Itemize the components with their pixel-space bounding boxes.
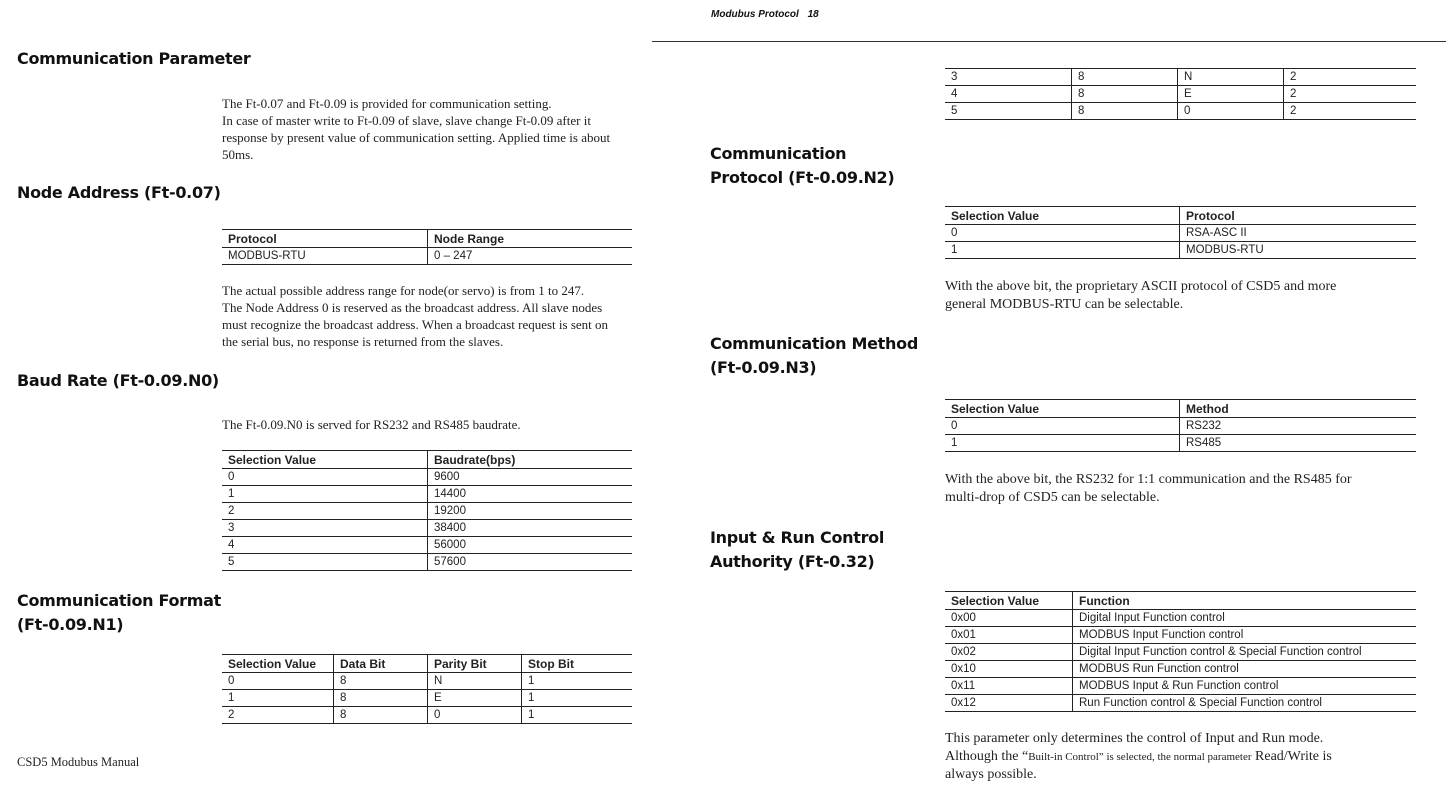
table-cell: 3 [945, 69, 1072, 86]
heading-line: (Ft-0.09.N1) [17, 615, 124, 634]
table-cell: 0 [945, 225, 1180, 242]
table-cell: 4 [222, 537, 428, 554]
table-cell: 3 [222, 520, 428, 537]
text-fragment: Although the “ [945, 749, 1029, 764]
node-address-text [222, 282, 632, 350]
heading-input-run-control [710, 526, 884, 574]
heading-line: Communication Format [17, 591, 221, 610]
text-line: The Ft-0.07 and Ft-0.09 is provided for communication setting. [222, 96, 552, 111]
table-header-cell: Function [1073, 592, 1417, 610]
table-row [222, 690, 632, 707]
table-cell: 0 [945, 418, 1180, 435]
table-header-cell: Selection Value [222, 451, 428, 469]
heading-communication-protocol [710, 142, 894, 190]
table-cell: 1 [522, 673, 633, 690]
text-line [945, 748, 1415, 766]
table-header-row [222, 655, 632, 673]
heading-line: Protocol (Ft-0.09.N2) [710, 168, 895, 187]
table-row [222, 469, 632, 486]
table-row [945, 644, 1416, 661]
heading-baud-rate: Baud Rate (Ft-0.09.N0) [17, 371, 219, 390]
table-cell: 2 [1284, 86, 1417, 103]
table-header-row [945, 207, 1416, 225]
baud-rate-text: The Ft-0.09.N0 is served for RS232 and RS485 baudrate. [222, 417, 521, 432]
comm-protocol-text [945, 278, 1336, 314]
header-rule [652, 41, 1446, 42]
table-cell: 2 [1284, 103, 1417, 120]
table-row [945, 435, 1416, 452]
table-cell: 57600 [428, 554, 633, 571]
table-cell: 0x02 [945, 644, 1073, 661]
table-row [222, 248, 632, 265]
table-cell: RSA-ASC II [1180, 225, 1417, 242]
table-row [945, 661, 1416, 678]
running-head-title: Modubus Protocol [711, 9, 799, 20]
table-cell: Digital Input Function control [1073, 610, 1417, 627]
table-cell: 0 – 247 [428, 248, 633, 265]
table-header-row [222, 230, 632, 248]
table-header-row [222, 451, 632, 469]
table-row [222, 554, 632, 571]
text-line: In case of master write to Ft-0.09 of slave, slave change Ft-0.09 after it [222, 113, 591, 128]
table-cell: 4 [945, 86, 1072, 103]
table-cell: N [428, 673, 522, 690]
table-cell: 8 [1072, 69, 1178, 86]
table-cell: 0x12 [945, 695, 1073, 712]
table-cell: 2 [222, 707, 334, 724]
table-cell: E [1178, 86, 1284, 103]
table-cell: 9600 [428, 469, 633, 486]
table-header-cell: Node Range [428, 230, 633, 248]
table-cell: 0 [222, 469, 428, 486]
table-header-cell: Selection Value [945, 207, 1180, 225]
table-cell: 0x01 [945, 627, 1073, 644]
table-header-row [945, 400, 1416, 418]
table-row [222, 503, 632, 520]
comm-format-table [222, 654, 632, 724]
table-header-cell: Protocol [1180, 207, 1417, 225]
text-line: This parameter only determines the control of Input and Run mode. [945, 731, 1324, 746]
comm-param-text [222, 95, 632, 163]
table-header-cell: Data Bit [334, 655, 428, 673]
table-cell: 1 [222, 690, 334, 707]
table-cell: 1 [522, 707, 633, 724]
table-cell: 0 [428, 707, 522, 724]
table-cell: 1 [945, 242, 1180, 259]
baud-rate-table [222, 450, 632, 571]
table-row [222, 707, 632, 724]
table-cell: MODBUS-RTU [1180, 242, 1417, 259]
text-line: multi-drop of CSD5 can be selectable. [945, 490, 1160, 505]
table-cell: 1 [945, 435, 1180, 452]
text-line: 50ms. [222, 147, 254, 162]
input-run-table [945, 591, 1416, 712]
table-cell: 8 [1072, 86, 1178, 103]
heading-line: Authority (Ft-0.32) [710, 552, 875, 571]
table-row [945, 418, 1416, 435]
running-head [711, 9, 819, 20]
comm-format-table-continued [945, 68, 1416, 120]
table-header-cell: Selection Value [945, 592, 1073, 610]
table-cell: MODBUS-RTU [222, 248, 428, 265]
heading-node-address: Node Address (Ft-0.07) [17, 183, 221, 202]
table-cell: 2 [1284, 69, 1417, 86]
table-cell: RS232 [1180, 418, 1417, 435]
table-cell: 8 [334, 690, 428, 707]
text-line: The actual possible address range for node(or servo) is from 1 to 247. [222, 283, 585, 298]
table-cell: MODBUS Input Function control [1073, 627, 1417, 644]
table-cell: 0x11 [945, 678, 1073, 695]
table-row [222, 537, 632, 554]
table-row [945, 610, 1416, 627]
heading-line: Communication [710, 144, 847, 163]
heading-communication-parameter: Communication Parameter [17, 49, 251, 68]
table-cell: 8 [1072, 103, 1178, 120]
table-row [945, 225, 1416, 242]
page-footer: CSD5 Modubus Manual [17, 755, 140, 769]
table-row [945, 69, 1416, 86]
node-address-table [222, 229, 632, 265]
comm-method-table [945, 399, 1416, 452]
text-line: the serial bus, no response is returned from the slaves. [222, 334, 504, 349]
table-cell: 0 [222, 673, 334, 690]
table-header-cell: Method [1180, 400, 1417, 418]
table-cell: 5 [222, 554, 428, 571]
table-row [945, 86, 1416, 103]
table-cell: 1 [522, 690, 633, 707]
table-cell: 38400 [428, 520, 633, 537]
table-cell: 19200 [428, 503, 633, 520]
text-line: must recognize the broadcast address. When a broadcast request is sent on [222, 317, 609, 332]
table-row [222, 486, 632, 503]
table-cell: Digital Input Function control & Special Function control [1073, 644, 1417, 661]
heading-communication-method [710, 332, 918, 380]
table-row [945, 695, 1416, 712]
table-cell: E [428, 690, 522, 707]
text-line: With the above bit, the RS232 for 1:1 communication and the RS485 for [945, 472, 1352, 487]
table-header-cell: Baudrate(bps) [428, 451, 633, 469]
text-line: general MODBUS-RTU can be selectable. [945, 297, 1184, 312]
input-run-text [945, 730, 1415, 784]
heading-line: (Ft-0.09.N3) [710, 358, 817, 377]
heading-communication-format [17, 589, 221, 637]
table-row [945, 627, 1416, 644]
comm-method-text [945, 471, 1352, 507]
table-cell: 8 [334, 673, 428, 690]
heading-line: Input & Run Control [710, 528, 885, 547]
table-cell: 14400 [428, 486, 633, 503]
table-header-cell: Stop Bit [522, 655, 633, 673]
table-header-cell: Protocol [222, 230, 428, 248]
comm-protocol-table [945, 206, 1416, 259]
table-header-row [945, 592, 1416, 610]
text-line: With the above bit, the proprietary ASCII protocol of CSD5 and more [945, 279, 1337, 294]
table-row [945, 103, 1416, 120]
text-line: always possible. [945, 767, 1037, 782]
table-cell: 0x00 [945, 610, 1073, 627]
table-header-cell: Parity Bit [428, 655, 522, 673]
table-cell: 0 [1178, 103, 1284, 120]
text-fragment: Read/Write is [1251, 749, 1332, 764]
text-line: response by present value of communication setting. Applied time is about [222, 130, 611, 145]
table-header-cell: Selection Value [945, 400, 1180, 418]
page-number: 18 [807, 9, 819, 20]
table-row [222, 673, 632, 690]
table-cell: Run Function control & Special Function control [1073, 695, 1417, 712]
table-cell: 56000 [428, 537, 633, 554]
table-cell: 5 [945, 103, 1072, 120]
table-cell: MODBUS Input & Run Function control [1073, 678, 1417, 695]
table-cell: RS485 [1180, 435, 1417, 452]
table-cell: MODBUS Run Function control [1073, 661, 1417, 678]
text-line: The Node Address 0 is reserved as the broadcast address. All slave nodes [222, 300, 603, 315]
heading-line: Communication Method [710, 334, 918, 353]
text-fragment-small: Built-in Control” is selected, the normal parameter [1028, 751, 1252, 763]
table-row [222, 520, 632, 537]
table-cell: 0x10 [945, 661, 1073, 678]
table-cell: 1 [222, 486, 428, 503]
table-cell: 8 [334, 707, 428, 724]
table-header-cell: Selection Value [222, 655, 334, 673]
table-cell: N [1178, 69, 1284, 86]
table-row [945, 678, 1416, 695]
table-row [945, 242, 1416, 259]
table-cell: 2 [222, 503, 428, 520]
